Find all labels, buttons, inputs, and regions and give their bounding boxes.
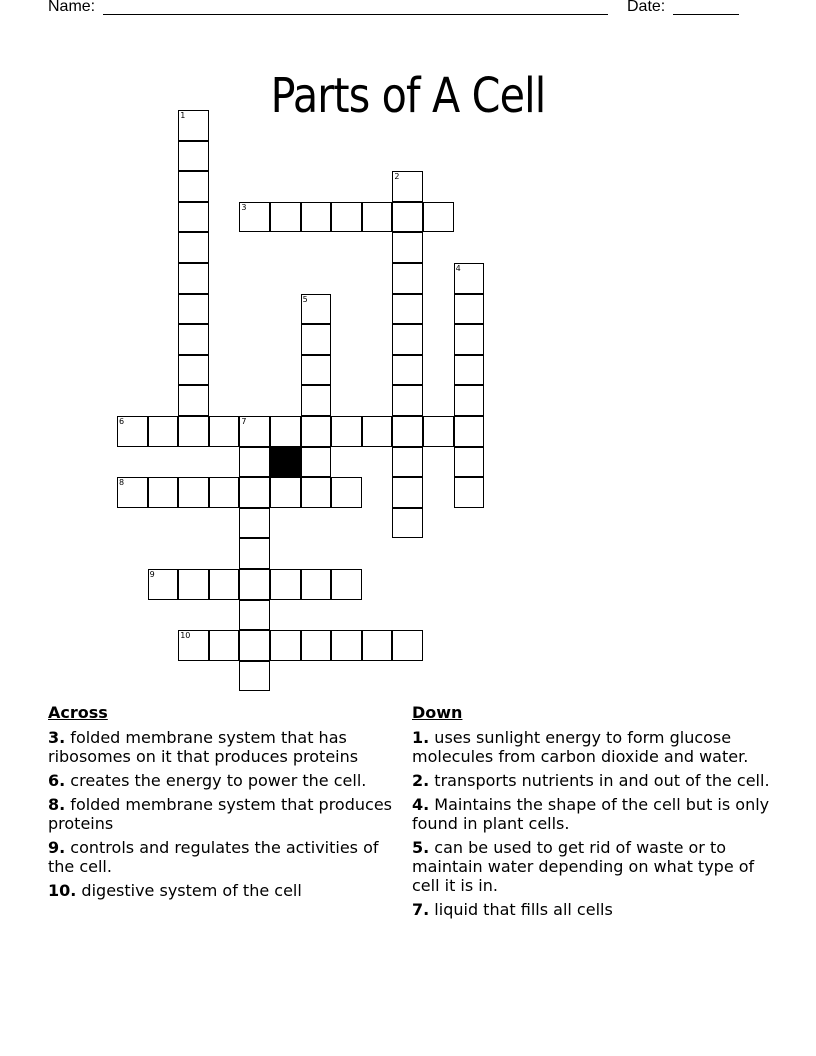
grid-cell[interactable] bbox=[392, 324, 423, 355]
grid-cell[interactable] bbox=[239, 569, 270, 600]
grid-cell[interactable] bbox=[239, 661, 270, 692]
grid-cell[interactable] bbox=[454, 324, 485, 355]
grid-cell[interactable] bbox=[331, 202, 362, 233]
clue-num: 3. bbox=[48, 728, 66, 747]
grid-cell[interactable] bbox=[239, 477, 270, 508]
clue bbox=[412, 771, 772, 790]
grid-cell[interactable] bbox=[178, 569, 209, 600]
clue-number: 9 bbox=[149, 570, 155, 579]
clue-text: Maintains the shape of the cell but is only found in plant cells. bbox=[412, 795, 770, 833]
grid-cell[interactable] bbox=[178, 263, 209, 294]
clue-text: folded membrane system that produces proteins bbox=[48, 795, 392, 833]
grid-cell[interactable] bbox=[392, 263, 423, 294]
grid-cell[interactable] bbox=[392, 508, 423, 539]
clue bbox=[48, 838, 403, 876]
clue bbox=[412, 728, 772, 766]
across-clue-list bbox=[48, 728, 403, 900]
grid-cell[interactable] bbox=[270, 477, 301, 508]
black-cell bbox=[270, 447, 301, 478]
grid-cell[interactable] bbox=[239, 538, 270, 569]
grid-cell[interactable] bbox=[454, 416, 485, 447]
grid-cell[interactable] bbox=[301, 355, 332, 386]
grid-cell[interactable] bbox=[178, 324, 209, 355]
grid-cell[interactable] bbox=[178, 294, 209, 325]
grid-cell[interactable] bbox=[270, 416, 301, 447]
grid-cell[interactable] bbox=[178, 171, 209, 202]
grid-cell[interactable] bbox=[239, 508, 270, 539]
clue-number: 1 bbox=[180, 111, 186, 120]
grid-cell[interactable] bbox=[301, 385, 332, 416]
clue-text: can be used to get rid of waste or to maintain water depending on what type of cell it is in. bbox=[412, 838, 755, 895]
grid-cell[interactable] bbox=[209, 569, 240, 600]
grid-cell[interactable] bbox=[392, 171, 423, 202]
name-label: Name: bbox=[48, 0, 96, 15]
date-label: Date: bbox=[627, 0, 666, 15]
grid-cell[interactable] bbox=[392, 202, 423, 233]
grid-cell[interactable] bbox=[301, 324, 332, 355]
grid-cell[interactable] bbox=[392, 630, 423, 661]
grid-cell[interactable] bbox=[178, 355, 209, 386]
grid-cell[interactable] bbox=[454, 294, 485, 325]
grid-cell[interactable] bbox=[301, 294, 332, 325]
grid-cell[interactable] bbox=[392, 385, 423, 416]
grid-cell[interactable] bbox=[362, 416, 393, 447]
clue-number: 8 bbox=[119, 478, 125, 488]
grid-cell[interactable] bbox=[178, 630, 209, 661]
grid-cell[interactable] bbox=[148, 569, 179, 600]
clue bbox=[48, 795, 403, 833]
grid-cell[interactable] bbox=[454, 477, 485, 508]
grid-cell[interactable] bbox=[301, 569, 332, 600]
grid-cell[interactable] bbox=[301, 202, 332, 233]
clue-number: 2 bbox=[394, 172, 400, 182]
clue-num: 10. bbox=[48, 881, 77, 900]
down-clues bbox=[412, 703, 772, 924]
clue-text: folded membrane system that has ribosomes on it that produces proteins bbox=[48, 728, 359, 766]
across-heading: Across bbox=[48, 703, 108, 722]
grid-cell[interactable] bbox=[178, 477, 209, 508]
clue-number: 10 bbox=[180, 631, 191, 641]
grid-cell[interactable] bbox=[454, 385, 485, 416]
grid-cell[interactable] bbox=[392, 355, 423, 386]
grid-cell[interactable] bbox=[423, 202, 454, 233]
grid-cell[interactable] bbox=[392, 416, 423, 447]
clue-num: 1. bbox=[412, 728, 430, 747]
clue-text: transports nutrients in and out of the cell. bbox=[429, 771, 770, 790]
clue-num: 9. bbox=[48, 838, 66, 857]
clue bbox=[412, 838, 772, 895]
grid-cell[interactable] bbox=[239, 202, 270, 233]
grid-cell[interactable] bbox=[392, 232, 423, 263]
grid-cell[interactable] bbox=[239, 416, 270, 447]
clue-num: 7. bbox=[412, 900, 430, 919]
clue bbox=[412, 795, 772, 833]
clue-number: 5 bbox=[302, 294, 308, 304]
clue-num: 2. bbox=[412, 771, 430, 790]
clue-number: 6 bbox=[119, 417, 125, 426]
grid-cell[interactable] bbox=[331, 477, 362, 508]
grid-cell[interactable] bbox=[148, 477, 179, 508]
clue-text: creates the energy to power the cell. bbox=[65, 771, 367, 790]
grid-cell[interactable] bbox=[454, 447, 485, 478]
grid-cell[interactable] bbox=[362, 202, 393, 233]
grid-cell[interactable] bbox=[239, 630, 270, 661]
clue-text: controls and regulates the activities of the cell. bbox=[48, 838, 379, 876]
clue-text: liquid that fills all cells bbox=[429, 900, 613, 919]
grid-cell[interactable] bbox=[209, 477, 240, 508]
grid-cell[interactable] bbox=[301, 416, 332, 447]
clue-num: 6. bbox=[48, 771, 66, 790]
clue bbox=[48, 771, 403, 790]
grid-cell[interactable] bbox=[392, 447, 423, 478]
across-clues bbox=[48, 703, 403, 905]
grid-cell[interactable] bbox=[331, 630, 362, 661]
grid-cell[interactable] bbox=[178, 141, 209, 172]
grid-cell[interactable] bbox=[209, 416, 240, 447]
grid-cell[interactable] bbox=[178, 385, 209, 416]
grid-cell[interactable] bbox=[362, 630, 393, 661]
clue-text: uses sunlight energy to form glucose molecules from carbon dioxide and water. bbox=[412, 728, 749, 766]
grid-cell[interactable] bbox=[301, 477, 332, 508]
grid-cell[interactable] bbox=[331, 569, 362, 600]
grid-cell[interactable] bbox=[301, 447, 332, 478]
grid-cell[interactable] bbox=[209, 630, 240, 661]
clue-number: 4 bbox=[455, 264, 461, 273]
grid-cell[interactable] bbox=[178, 416, 209, 447]
clue-number: 7 bbox=[241, 417, 247, 426]
grid-cell[interactable] bbox=[270, 569, 301, 600]
clue-number: 3 bbox=[241, 202, 247, 212]
clue-num: 5. bbox=[412, 838, 430, 857]
clue bbox=[412, 900, 772, 919]
grid-cell[interactable] bbox=[331, 416, 362, 447]
grid-cell[interactable] bbox=[301, 630, 332, 661]
grid-cell[interactable] bbox=[239, 600, 270, 631]
clue bbox=[48, 881, 403, 900]
grid-cell[interactable] bbox=[239, 447, 270, 478]
grid-cell[interactable] bbox=[270, 202, 301, 233]
grid-cell[interactable] bbox=[392, 294, 423, 325]
down-heading: Down bbox=[412, 703, 463, 722]
grid-cell[interactable] bbox=[423, 416, 454, 447]
grid-cell[interactable] bbox=[270, 630, 301, 661]
clue-num: 8. bbox=[48, 795, 66, 814]
grid-cell[interactable] bbox=[178, 232, 209, 263]
down-clue-list bbox=[412, 728, 772, 919]
page-title: Parts of A Cell bbox=[270, 68, 546, 125]
grid-cell[interactable] bbox=[178, 202, 209, 233]
grid-cell[interactable] bbox=[117, 416, 148, 447]
clue-text: digestive system of the cell bbox=[76, 881, 302, 900]
grid-cell[interactable] bbox=[454, 355, 485, 386]
grid-cell[interactable] bbox=[392, 477, 423, 508]
grid-cell[interactable] bbox=[117, 477, 148, 508]
grid-cell[interactable] bbox=[178, 110, 209, 141]
clue-num: 4. bbox=[412, 795, 430, 814]
grid-cell[interactable] bbox=[148, 416, 179, 447]
grid-cell[interactable] bbox=[454, 263, 485, 294]
clue bbox=[48, 728, 403, 766]
